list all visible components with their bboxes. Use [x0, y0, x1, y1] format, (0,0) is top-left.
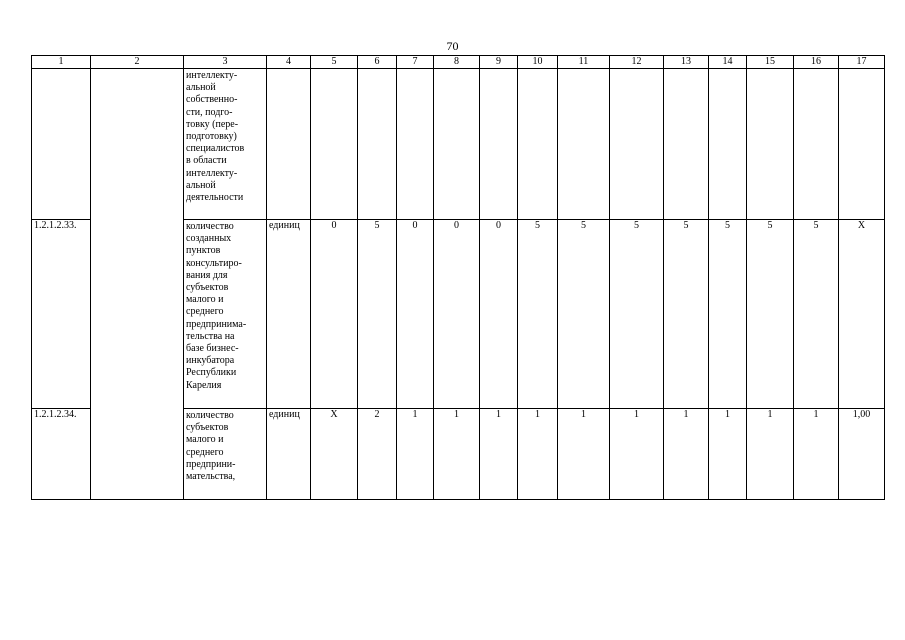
indicator-code: 1.2.1.2.34.: [32, 409, 91, 500]
value-cell: 1: [397, 409, 434, 500]
column-header-7: 7: [397, 56, 434, 69]
value-cell: [664, 69, 709, 220]
column-header-4: 4: [267, 56, 311, 69]
value-cell: 5: [664, 220, 709, 409]
value-cell: 1: [480, 409, 518, 500]
value-cell: 0: [311, 220, 358, 409]
value-cell: 1: [610, 409, 664, 500]
merged-column-2-cell: [91, 69, 184, 500]
value-cell: Х: [311, 409, 358, 500]
value-cell: [747, 69, 794, 220]
value-cell: Х: [839, 220, 885, 409]
value-cell: [558, 69, 610, 220]
value-cell: 5: [794, 220, 839, 409]
indicator-description: количество созданных пунктов консультиро- вания для субъектов малого и среднего предпринима- тельства на базе бизнес- инкубатора Республики Карелия: [184, 220, 267, 409]
table-row: [32, 69, 885, 220]
value-cell: [480, 69, 518, 220]
value-cell: [610, 69, 664, 220]
value-cell: [794, 69, 839, 220]
value-cell: 5: [358, 220, 397, 409]
unit-cell: единиц: [267, 409, 311, 500]
column-header-9: 9: [480, 56, 518, 69]
column-header-2: 2: [91, 56, 184, 69]
value-cell: 5: [610, 220, 664, 409]
column-header-14: 14: [709, 56, 747, 69]
value-cell: [311, 69, 358, 220]
unit-cell: [267, 69, 311, 220]
value-cell: [397, 69, 434, 220]
value-cell: [709, 69, 747, 220]
column-header-11: 11: [558, 56, 610, 69]
value-cell: 1: [518, 409, 558, 500]
value-cell: 5: [747, 220, 794, 409]
column-header-12: 12: [610, 56, 664, 69]
value-cell: 1: [434, 409, 480, 500]
indicator-description: интеллекту- альной собственно- сти, подго- товку (пере- подготовку) специалистов в области интеллекту- альной деятельности: [184, 69, 267, 220]
indicator-code: [32, 69, 91, 220]
indicator-description: количество субъектов малого и среднего предприни- мательства,: [184, 409, 267, 500]
column-header-8: 8: [434, 56, 480, 69]
value-cell: 5: [518, 220, 558, 409]
column-header-15: 15: [747, 56, 794, 69]
value-cell: [839, 69, 885, 220]
column-header-3: 3: [184, 56, 267, 69]
value-cell: 5: [558, 220, 610, 409]
value-cell: 1: [747, 409, 794, 500]
value-cell: 1: [558, 409, 610, 500]
value-cell: 0: [397, 220, 434, 409]
value-cell: [434, 69, 480, 220]
value-cell: 5: [709, 220, 747, 409]
page-number: 70: [446, 39, 459, 53]
value-cell: 0: [480, 220, 518, 409]
value-cell: [358, 69, 397, 220]
value-cell: [518, 69, 558, 220]
column-header-17: 17: [839, 56, 885, 69]
indicator-code: 1.2.1.2.33.: [32, 220, 91, 409]
value-cell: 1,00: [839, 409, 885, 500]
column-header-10: 10: [518, 56, 558, 69]
value-cell: 1: [664, 409, 709, 500]
column-header-6: 6: [358, 56, 397, 69]
column-header-13: 13: [664, 56, 709, 69]
column-number-header-row: [32, 56, 885, 69]
value-cell: 1: [794, 409, 839, 500]
column-header-5: 5: [311, 56, 358, 69]
value-cell: 1: [709, 409, 747, 500]
value-cell: 0: [434, 220, 480, 409]
unit-cell: единиц: [267, 220, 311, 409]
indicators-table: [31, 55, 885, 500]
column-header-1: 1: [32, 56, 91, 69]
column-header-16: 16: [794, 56, 839, 69]
value-cell: 2: [358, 409, 397, 500]
